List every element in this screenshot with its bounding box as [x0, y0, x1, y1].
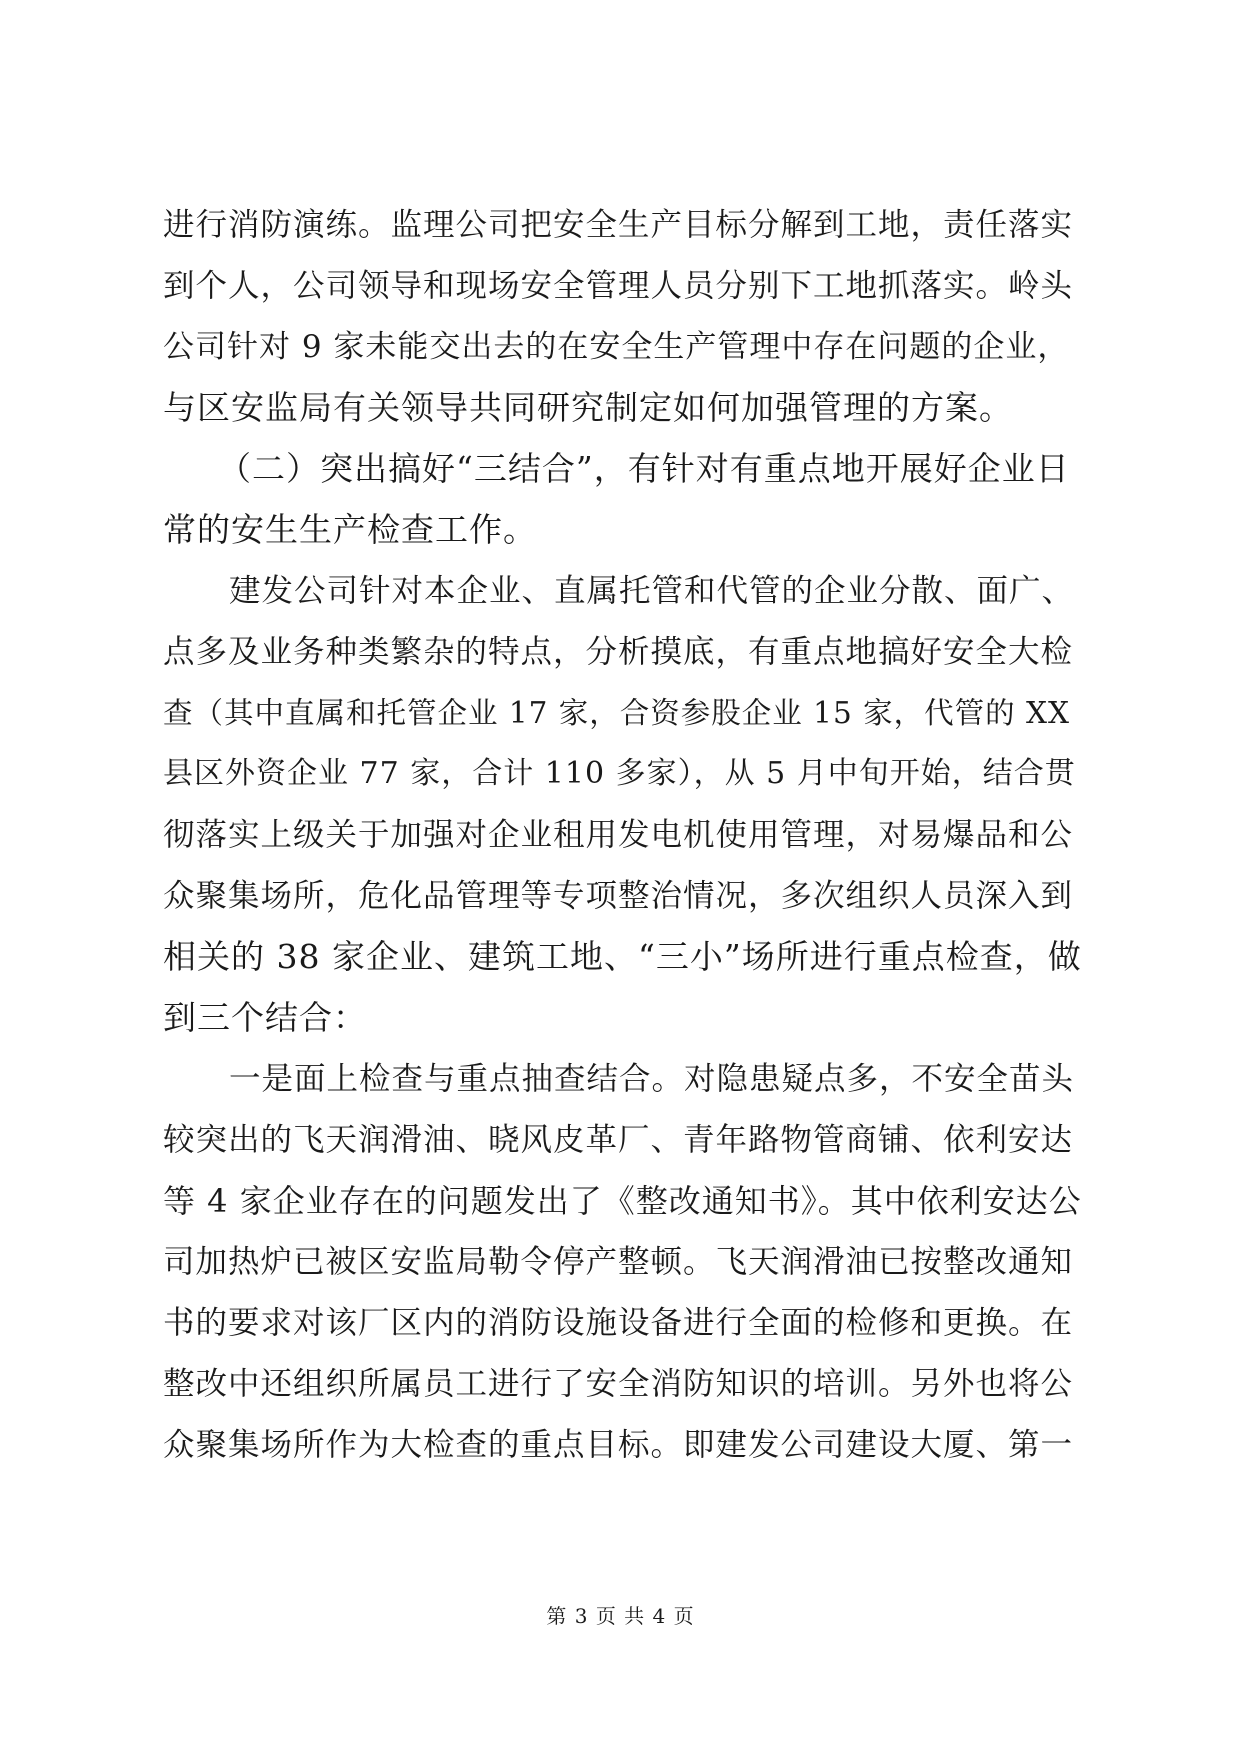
text-line: 较突出的飞天润滑油、晓风皮革厂、青年路物管商铺、依利安达: [163, 1122, 1074, 1158]
text-line: 公司针对 9 家未能交出去的在安全生产管理中存在问题的企业，: [163, 329, 1070, 365]
text-line: 与区安监局有关领导共同研究制定如何加强管理的方案。: [163, 388, 1013, 427]
page-number-footer: 第 3 页 共 4 页: [546, 1604, 695, 1628]
text-line: 建发公司针对本企业、直属托管和代管的企业分散、面广、: [229, 573, 1075, 609]
text-line: 查（其中直属和托管企业 17 家，合资参股企业 15 家，代管的 XX: [163, 696, 1070, 730]
text-line: 整改中还组织所属员工进行了安全消防知识的培训。另外也将公: [163, 1366, 1074, 1402]
text-line: 相关的 38 家企业、建筑工地、“三小”场所进行重点检查，做: [163, 937, 1082, 976]
text-line: 到个人，公司领导和现场安全管理人员分别下工地抓落实。岭头: [163, 268, 1074, 304]
text-line: 等 4 家企业存在的问题发出了《整改通知书》。其中依利安达公: [163, 1182, 1082, 1220]
text-line: 一是面上检查与重点抽查结合。对隐患疑点多，不安全苗头: [229, 1061, 1075, 1097]
section-heading-line: 常的安生生产检查工作。: [163, 510, 537, 549]
text-line: 众聚集场所，危化品管理等专项整治情况，多次组织人员深入到: [163, 878, 1074, 914]
text-line: 司加热炉已被区安监局勒令停产整顿。飞天润滑油已按整改通知: [163, 1244, 1074, 1280]
text-line: 县区外资企业 77 家，合计 110 多家），从 5 月中旬开始，结合贯: [163, 756, 1076, 791]
section-heading-line: （二）突出搞好“三结合”，有针对有重点地开展好企业日: [218, 449, 1070, 488]
text-line: 点多及业务种类繁杂的特点，分析摸底，有重点地搞好安全大检: [163, 634, 1074, 670]
text-line: 众聚集场所作为大检查的重点目标。即建发公司建设大厦、第一: [163, 1427, 1074, 1463]
text-line: 彻落实上级关于加强对企业租用发电机使用管理，对易爆品和公: [163, 817, 1074, 853]
text-line: 进行消防演练。监理公司把安全生产目标分解到工地，责任落实: [163, 207, 1074, 243]
text-line: 书的要求对该厂区内的消防设施设备进行全面的检修和更换。在: [163, 1305, 1074, 1341]
text-line: 到三个结合：: [163, 998, 367, 1037]
